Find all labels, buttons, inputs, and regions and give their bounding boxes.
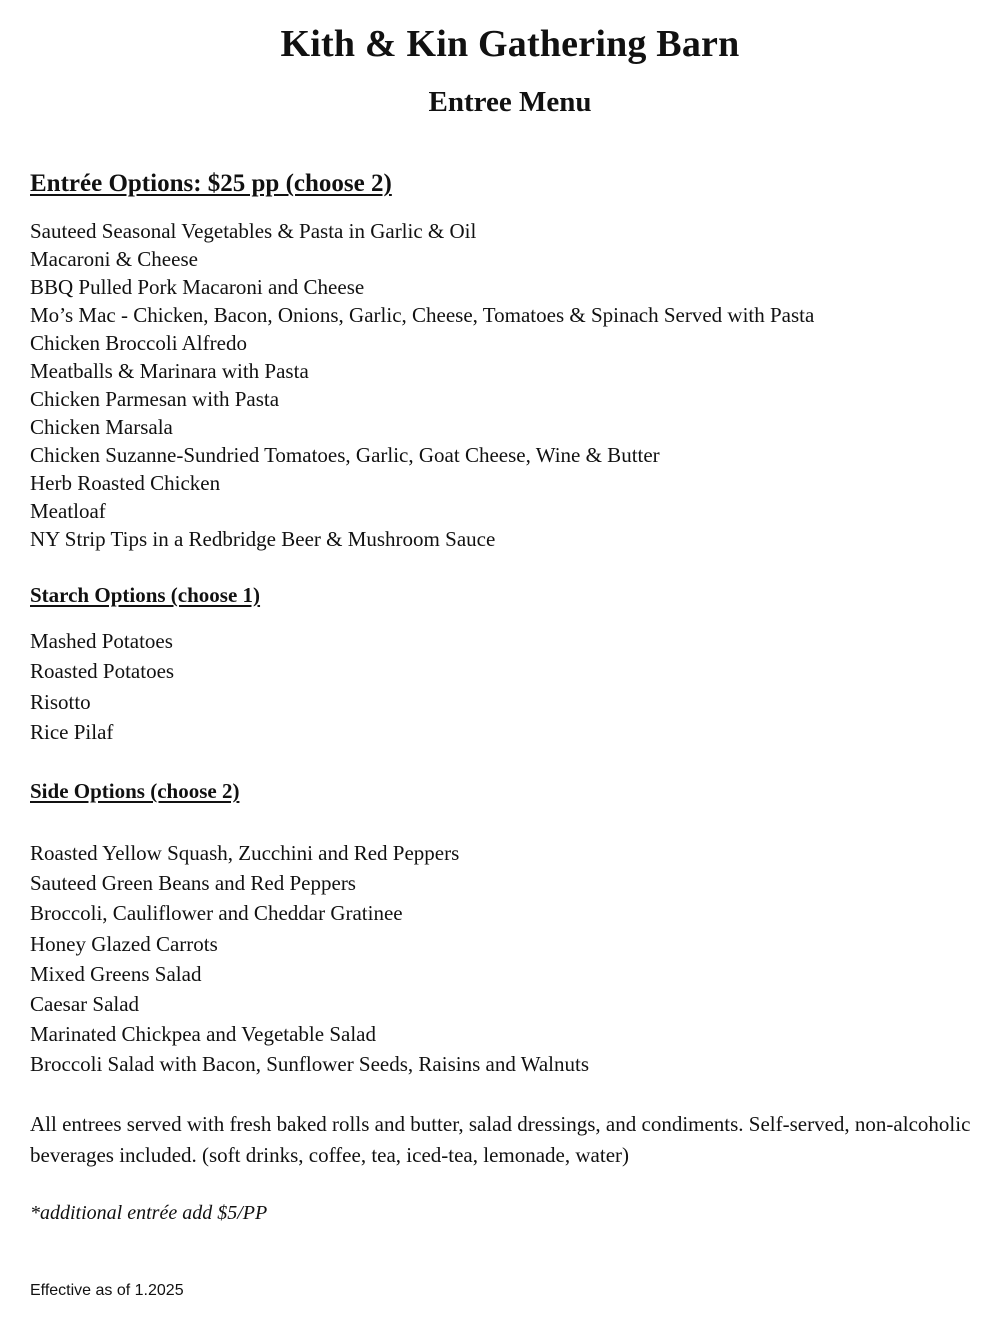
side-item: Broccoli, Cauliflower and Cheddar Gratinee <box>30 901 403 926</box>
entree-item: Chicken Suzanne-Sundried Tomatoes, Garlic, Goat Cheese, Wine & Butter <box>30 443 660 467</box>
entree-item: Meatloaf <box>30 499 106 523</box>
entree-item: Macaroni & Cheese <box>30 247 198 271</box>
entree-item: Herb Roasted Chicken <box>30 471 221 495</box>
entree-options-list <box>30 217 814 553</box>
starch-options-list <box>30 626 174 747</box>
entree-item: Chicken Marsala <box>30 415 173 439</box>
starch-item: Mashed Potatoes <box>30 629 173 653</box>
entree-item: Mo’s Mac - Chicken, Bacon, Onions, Garlic, Cheese, Tomatoes & Spinach Served with Pasta <box>30 303 815 327</box>
side-item: Caesar Salad <box>30 991 140 1016</box>
side-options-list <box>30 838 589 1080</box>
page-title: Kith & Kin Gathering Barn <box>280 23 740 65</box>
entree-item: Chicken Broccoli Alfredo <box>30 331 247 355</box>
entree-item: NY Strip Tips in a Redbridge Beer & Mushroom Sauce <box>30 527 496 551</box>
starch-options-heading: Starch Options (choose 1) <box>30 583 261 607</box>
entree-options-heading: Entrée Options: $25 pp (choose 2) <box>30 170 392 197</box>
page-subtitle: Entree Menu <box>428 86 592 118</box>
entree-item: BBQ Pulled Pork Macaroni and Cheese <box>30 275 365 299</box>
side-item: Honey Glazed Carrots <box>30 931 218 956</box>
side-item: Mixed Greens Salad <box>30 961 202 986</box>
effective-date: Effective as of 1.2025 <box>30 1282 184 1299</box>
entree-item: Sauteed Seasonal Vegetables & Pasta in Garlic & Oil <box>30 219 477 243</box>
side-item: Marinated Chickpea and Vegetable Salad <box>30 1022 376 1047</box>
side-item: Sauteed Green Beans and Red Peppers <box>30 871 356 896</box>
entree-item: Chicken Parmesan with Pasta <box>30 387 280 411</box>
side-item: Roasted Yellow Squash, Zucchini and Red Peppers <box>30 841 460 865</box>
starch-item: Risotto <box>30 689 91 714</box>
side-options-heading: Side Options (choose 2) <box>30 779 240 803</box>
starch-item: Rice Pilaf <box>30 719 114 744</box>
service-note: All entrees served with fresh baked rolls and butter, salad dressings, and condiments. Self-served, non-alcoholic beverages included. (soft drinks, coffee, tea, iced-tea, lemonade, water) <box>30 1112 971 1167</box>
starch-item: Roasted Potatoes <box>30 659 175 684</box>
entree-item: Meatballs & Marinara with Pasta <box>30 359 309 383</box>
side-item: Broccoli Salad with Bacon, Sunflower Seeds, Raisins and Walnuts <box>30 1052 590 1077</box>
additional-entree-note: *additional entrée add $5/PP <box>30 1202 268 1224</box>
